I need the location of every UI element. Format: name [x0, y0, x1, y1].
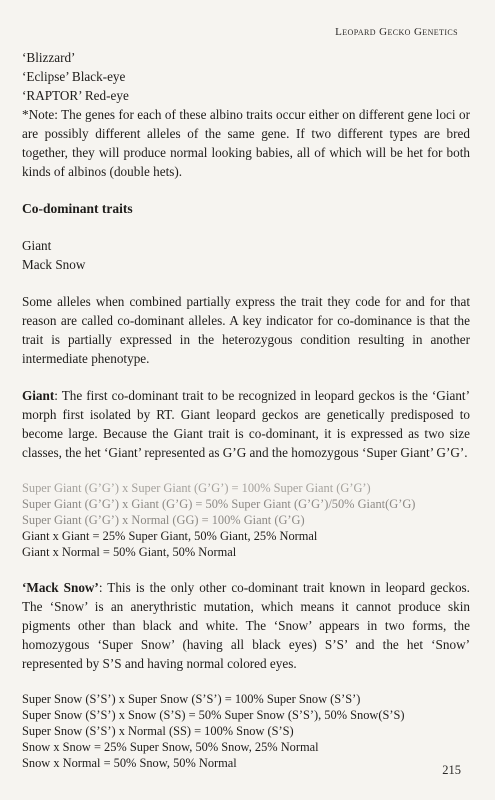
section-heading: Co-dominant traits	[22, 201, 133, 216]
snow-crosses	[22, 691, 470, 771]
albino-item: ‘RAPTOR’ Red-eye	[22, 88, 129, 103]
snow-cross: Super Snow (S’S’) x Snow (S’S) = 50% Super Snow (S’S’), 50% Snow(S’S)	[22, 708, 405, 722]
codominant-item: Mack Snow	[22, 257, 86, 272]
giant-cross: Giant x Normal = 50% Giant, 50% Normal	[22, 545, 237, 559]
albino-item: ‘Blizzard’	[22, 50, 76, 65]
albino-note: *Note: The genes for each of these albino traits occur either on different gene loci or are possibly different alleles of the same gene. If two different types are bred together, they will produce normal looking babies, all of which will be het for both kinds of albinos (double hets).	[22, 107, 470, 179]
page-body	[22, 48, 470, 771]
giant-cross: Super Giant (G’G’) x Super Giant (G’G’) = 100% Super Giant (G’G’)	[22, 481, 371, 495]
albino-item: ‘Eclipse’ Black-eye	[22, 69, 126, 84]
giant-cross: Giant x Giant = 25% Super Giant, 50% Giant, 25% Normal	[22, 529, 318, 543]
snow-cross: Super Snow (S’S’) x Normal (SS) = 100% Snow (S’S)	[22, 724, 294, 738]
page-number: 215	[442, 763, 461, 777]
mack-snow-paragraph	[22, 578, 470, 673]
giant-paragraph	[22, 386, 470, 462]
mack-snow-label: ‘Mack Snow’	[22, 580, 99, 595]
giant-cross: Super Giant (G’G’) x Normal (GG) = 100% Giant (G’G)	[22, 513, 305, 527]
codominant-item: Giant	[22, 238, 52, 253]
mack-snow-text: : This is the only other co-dominant trait known in leopard geckos. The ‘Snow’ is an anerythristic mutation, which means it cannot produce skin pigments other than black and white. The ‘Snow’ appears in two forms, the homozygous ‘Super Snow’ (having all black eyes) S’S’ and the het ‘Snow’ represented by S’S and having normal colored eyes.	[22, 580, 470, 671]
giant-cross: Super Giant (G’G’) x Giant (G’G) = 50% Super Giant (G’G’)/50% Giant(G’G)	[22, 497, 416, 511]
running-head: Leopard Gecko Genetics	[335, 26, 458, 38]
snow-cross: Snow x Normal = 50% Snow, 50% Normal	[22, 756, 237, 770]
codominant-intro: Some alleles when combined partially express the trait they code for and for that reason are called co-dominant alleles. A key indicator for co-dominance is that the trait is partially expressed in the heterozygous condition resulting in another intermediate phenotype.	[22, 294, 470, 366]
giant-text: : The first co-dominant trait to be recognized in leopard geckos is the ‘Giant’ morph first isolated by RT. Giant leopard geckos are genetically predisposed to become large. Because the Giant trait is co-dominant, it is expressed as two size classes, the het ‘Giant’ represented as G’G and the homozygous ‘Super Giant’ G’G’.	[22, 388, 470, 460]
snow-cross: Snow x Snow = 25% Super Snow, 50% Snow, 25% Normal	[22, 740, 319, 754]
snow-cross: Super Snow (S’S’) x Super Snow (S’S’) = 100% Super Snow (S’S’)	[22, 692, 361, 706]
giant-crosses	[22, 480, 470, 560]
giant-label: Giant	[22, 388, 55, 403]
